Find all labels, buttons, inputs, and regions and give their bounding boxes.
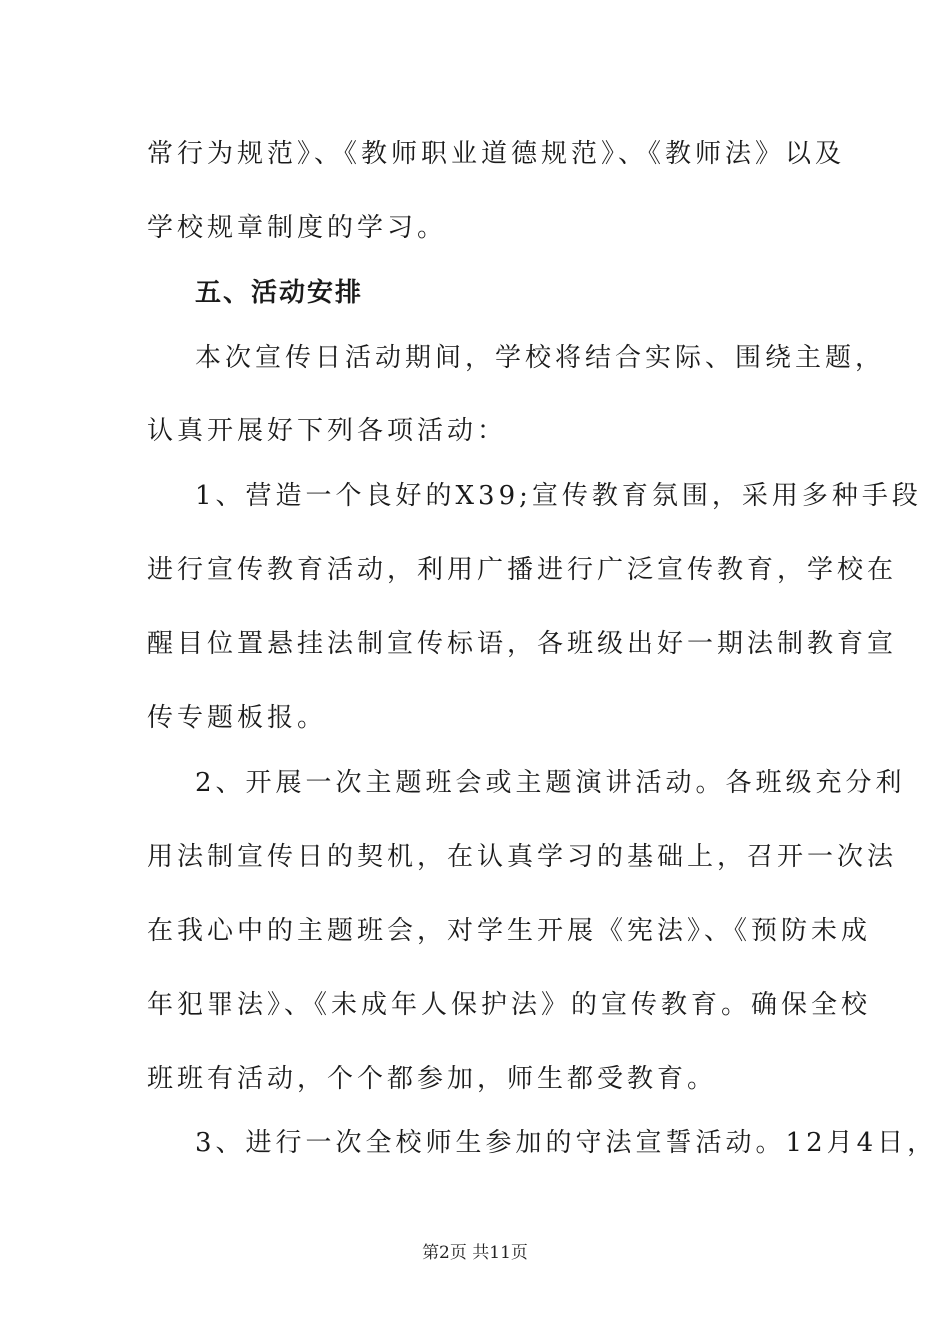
section-heading: 五、活动安排 [195,278,364,308]
body-text-line: 用法制宣传日的契机，在认真学习的基础上，召开一次法 [147,842,898,872]
body-text-line: 年犯罪法》、《未成年人保护法》的宣传教育。确保全校 [147,990,872,1020]
paragraph-first-line: 1、营造一个良好的X39;宣传教育氛围，采用多种手段 [195,481,922,511]
paragraph-first-line: 3、进行一次全校师生参加的守法宣誓活动。12月4日， [195,1128,938,1158]
paragraph-first-line: 2、开展一次主题班会或主题演讲活动。各班级充分利 [195,768,906,798]
body-text-line: 班班有活动，个个都参加，师生都受教育。 [147,1064,718,1094]
body-text-line: 常行为规范》、《教师职业道德规范》、《教师法》以及 [147,139,846,169]
body-text-line: 醒目位置悬挂法制宣传标语，各班级出好一期法制教育宣 [147,629,898,659]
body-text-line: 学校规章制度的学习。 [147,213,448,243]
body-text-line: 认真开展好下列各项活动： [147,416,508,446]
paragraph-first-line: 本次宣传日活动期间，学校将结合实际、围绕主题， [195,343,886,373]
body-text-line: 进行宣传教育活动，利用广播进行广泛宣传教育，学校在 [147,555,898,585]
body-text-line: 在我心中的主题班会，对学生开展《宪法》、《预防未成 [147,916,872,946]
body-text-line: 传专题板报。 [147,703,328,733]
page-number-footer: 第2页 共11页 [422,1243,528,1263]
